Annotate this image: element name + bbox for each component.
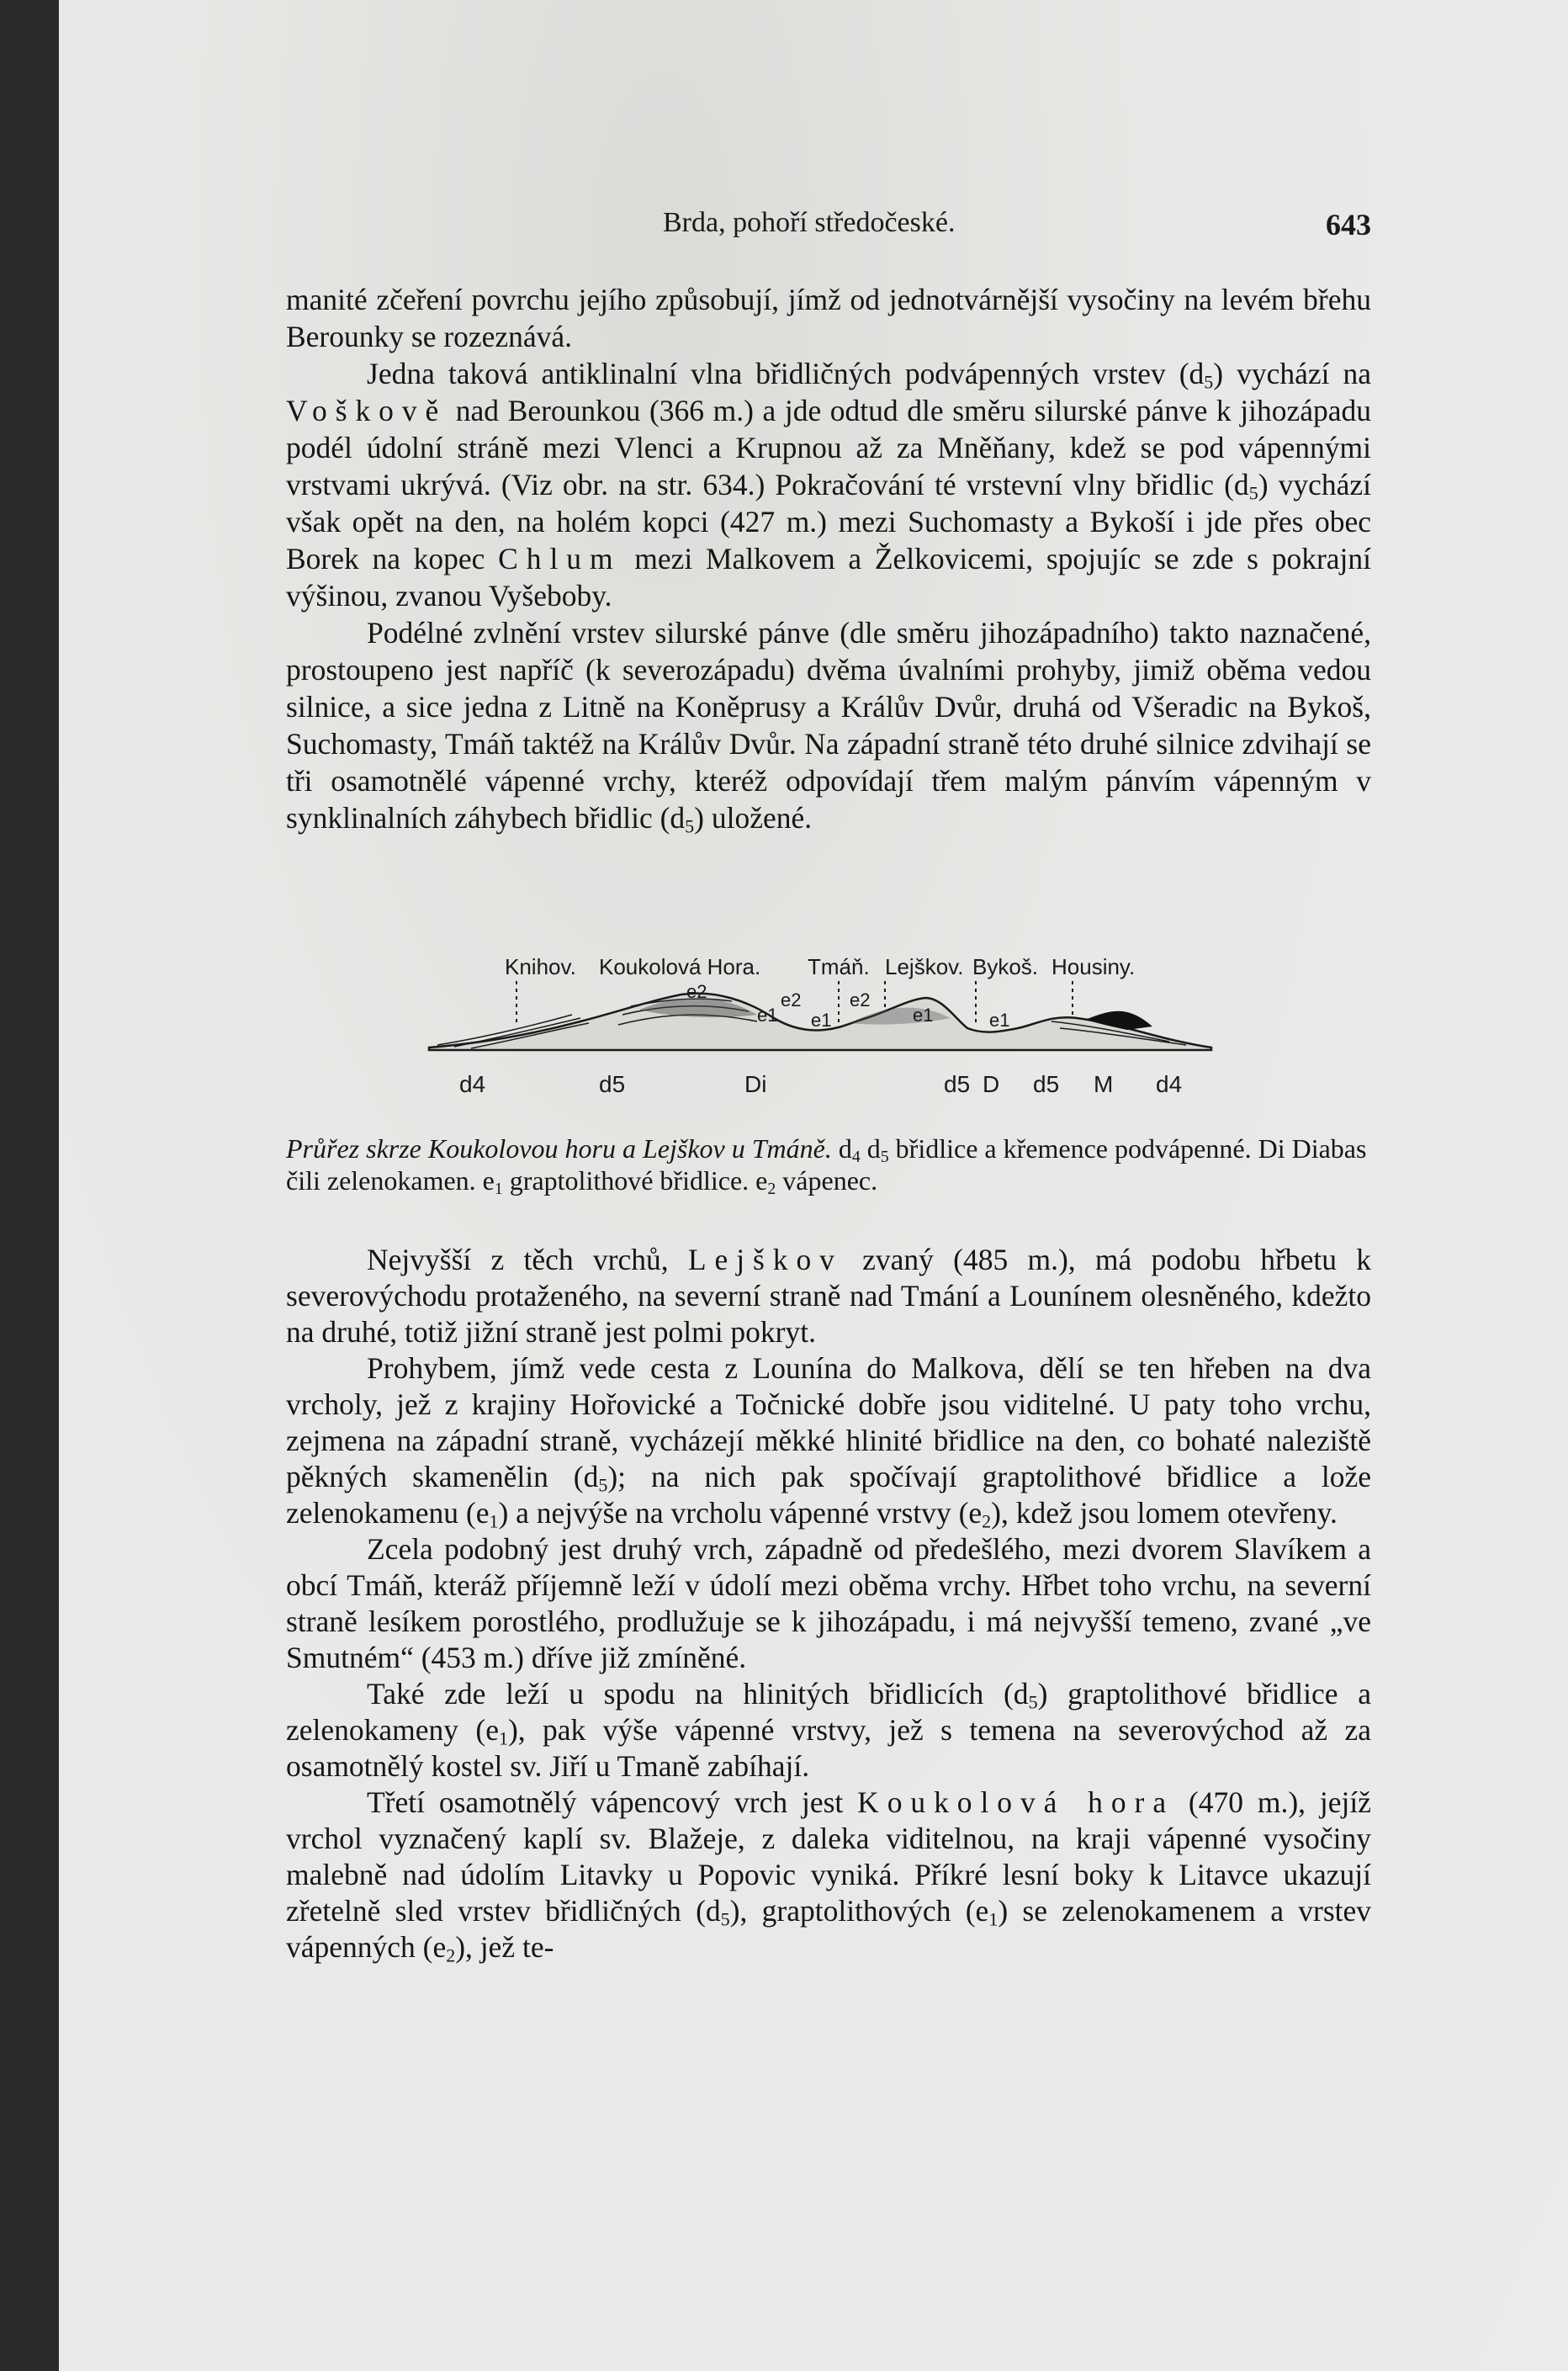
label-e1-d: e1 xyxy=(989,1010,1010,1031)
label-d: D xyxy=(983,1071,1000,1097)
paragraph: Prohybem, jímž vede cesta z Lounína do Malkova, dělí se ten hřeben na dva vrcholy, jež z krajiny Hořovické a Točnické dobře jsou viditelné. U paty toho vrchu, zejmena na západní straně, vycházejí měkké hlinité břidlice na den, co bohaté naleziště pěkných skamenělin $(d_5)$; na nich pak spočívají graptolithové břidlice a lože zelenokamenu $(e_1)$ a nejvýše na vrcholu vápenné vrstvy $(e_2)$, kdež jsou lomem otevřeny. xyxy=(286,1351,1371,1532)
text-block-lower xyxy=(286,1242,1371,1965)
label-e1-b: e1 xyxy=(811,1010,832,1031)
label-d4-left: d4 xyxy=(459,1071,486,1097)
running-header xyxy=(286,207,1371,241)
label-e1-c: e1 xyxy=(913,1005,934,1026)
paragraph: Třetí osamotnělý vápencový vrch jest Koukolová hora (470 m.), jejíž vrchol vyznačený kaplí sv. Blažeje, z daleka viditelnou, na kraji vápenné vysočiny malebně nad údolím Litavky u Popovic vyniká. Příkré lesní boky k Litavce ukazují zřetelně sled vrstev břidličných $(d_5)$, graptolithových $(e_1)$ se zelenokamenem a vrstev vápenných $(e_2)$, jež te- xyxy=(286,1785,1371,1966)
label-knihov: Knihov. xyxy=(505,954,576,979)
label-d4-right: d4 xyxy=(1156,1071,1183,1097)
paragraph: Jedna taková antiklinalní vlna břidličných podvápenných vrstev $(d_5)$ vychází na Voškově nad Berounkou (366 m.) a jde odtud dle směru silurské pánve k jihozápadu podél údolní stráně mezi Vlenci a Krupnou až za Mněňany, kdež se pod vápennými vrstvami ukrývá. (Viz obr. na str. 634.) Pokračování té vrstevní vlny břidlic $(d_5)$ vychází však opět na den, na holém kopci (427 m.) mezi Suchomasty a Bykoší i jde přes obec Borek na kopec Chlum mezi Malkovem a Želkovicemi, spojujíc se zde s pokrajní výšinou, zvanou Vyšeboby. xyxy=(286,357,1372,613)
figure-caption: Průřez skrze Koukolovou horu a Lejškov u Tmáně. $d_4$ $d_5$ břidlice a křemence podvápenné. Di Diabas čili zelenokamen. $e_1$ graptolithové břidlice. $e_2$ vápenec. xyxy=(286,1133,1367,1198)
label-e2-c: e2 xyxy=(850,989,871,1010)
paragraph: Nejvyšší z těch vrchů, Lejškov zvaný (485 m.), má podobu hřbetu k severovýchodu protaženého, na severní straně nad Tmání a Lounínem olesněného, kdežto na druhé, totiž jižní straně jest polmi pokryt. xyxy=(286,1243,1371,1349)
label-housiny: Housiny. xyxy=(1052,954,1136,979)
cross-section-diagram xyxy=(412,951,1220,1111)
label-m: M xyxy=(1094,1071,1114,1097)
label-koukolova-hora: Koukolová Hora. xyxy=(599,954,761,979)
label-d5-right: d5 xyxy=(1033,1071,1060,1097)
label-e2-a: e2 xyxy=(686,981,707,1002)
book-page xyxy=(59,0,1568,2371)
paragraph: Podélné zvlnění vrstev silurské pánve (dle směru jihozápadního) takto naznačené, prostoupeno jest napříč (k severozápadu) dvěma úvalními prohyby, jimiž oběma vedou silnice, a sice jedna z Litně na Koněprusy a Králův Dvůr, druhá od Všeradic na Bykoš, Suchomasty, Tmáň taktéž na Králův Dvůr. Na západní straně této druhé silnice zdvihají se tři osamotnělé vápenné vrchy, kteréž odpovídají třem malým pánvím vápenným v synklinalních záhybech břidlic $(d_5)$ uložené. xyxy=(286,616,1371,837)
label-e2-b: e2 xyxy=(781,989,802,1010)
geological-cross-section xyxy=(412,951,1220,1111)
page-number: 643 xyxy=(1326,208,1371,241)
label-d5-mid: d5 xyxy=(944,1071,971,1097)
caption-lead: Průřez skrze Koukolovou horu a Lejškov u Tmáně. xyxy=(286,1133,832,1164)
label-di: Di xyxy=(744,1071,767,1097)
label-d5-left: d5 xyxy=(599,1071,626,1097)
label-e1-a: e1 xyxy=(757,1005,778,1026)
paragraph: Také zde leží u spodu na hlinitých břidlicích $(d_5)$ graptolithové břidlice a zelenokameny $(e_1)$, pak výše vápenné vrstvy, jež s temena na severovýchod až za osamotnělý kostel sv. Jiří u Tmaně zabíhají. xyxy=(286,1677,1371,1783)
text-block-upper xyxy=(286,281,1371,836)
label-bykos: Bykoš. xyxy=(972,954,1039,979)
label-tman: Tmáň. xyxy=(808,954,870,979)
paragraph: Zcela podobný jest druhý vrch, západně od předešlého, mezi dvorem Slavíkem a obcí Tmáň, kteráž příjemně leží v údolí mezi oběma vrchy. Hřbet toho vrchu, na severní straně lesíkem porostlého, prodlužuje se k jihozápadu, i má nejvyšší temeno, zvané „ve Smutném“ (453 m.) dříve již zmíněné. xyxy=(286,1532,1371,1674)
label-lejskov: Lejškov. xyxy=(885,954,964,979)
running-title: Brda, pohoří středočeské. xyxy=(663,207,956,238)
paragraph: manité zčeření povrchu jejího způsobují, jímž od jednotvárnější vysočiny na levém břehu Berounky se rozeznává. xyxy=(286,283,1371,353)
